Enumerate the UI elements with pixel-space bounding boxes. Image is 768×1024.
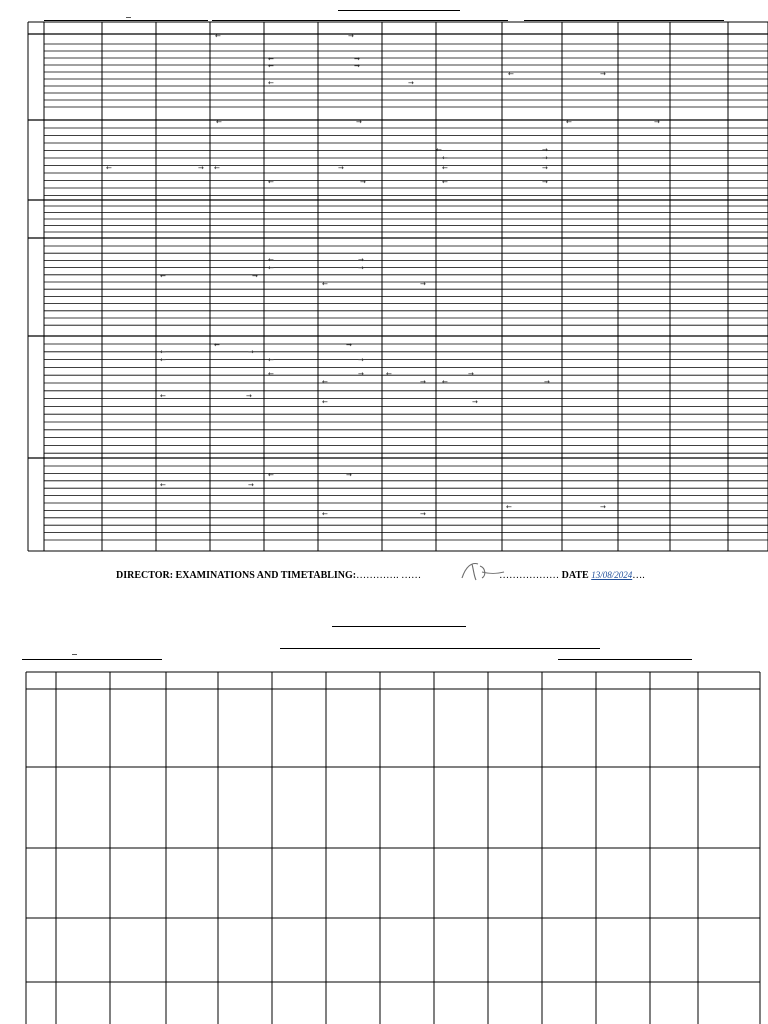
left-arrow-icon: ← (322, 378, 328, 386)
left-arrow-icon: ← (442, 154, 448, 162)
right-arrow-icon: → (654, 118, 660, 126)
left-arrow-icon: ← (268, 370, 274, 378)
right-arrow-icon: → (358, 256, 364, 264)
right-arrow-icon: → (472, 398, 478, 406)
right-arrow-icon: → (360, 178, 366, 186)
right-arrow-icon: → (248, 348, 254, 356)
left-arrow-icon: ← (442, 178, 448, 186)
right-arrow-icon: → (542, 164, 548, 172)
left-arrow-icon: ← (214, 341, 220, 349)
left-arrow-icon: ← (268, 55, 274, 63)
right-arrow-icon: → (354, 62, 360, 70)
right-arrow-icon: → (246, 392, 252, 400)
left-arrow-icon: ← (506, 503, 512, 511)
right-arrow-icon: → (358, 370, 364, 378)
right-arrow-icon: → (600, 70, 606, 78)
left-arrow-icon: ← (160, 392, 166, 400)
right-arrow-icon: → (600, 503, 606, 511)
left-arrow-icon: ← (268, 79, 274, 87)
right-arrow-icon: → (420, 378, 426, 386)
left-arrow-icon: ← (160, 356, 166, 364)
right-arrow-icon: → (252, 272, 258, 280)
left-arrow-icon: ← (442, 164, 448, 172)
left-arrow-icon: ← (160, 272, 166, 280)
right-arrow-icon: → (358, 356, 364, 364)
left-arrow-icon: ← (268, 178, 274, 186)
right-arrow-icon: → (542, 146, 548, 154)
right-arrow-icon: → (354, 55, 360, 63)
right-arrow-icon: → (542, 154, 548, 162)
date-label: DATE (561, 570, 592, 581)
right-arrow-icon: → (468, 370, 474, 378)
left-arrow-icon: ← (268, 62, 274, 70)
right-arrow-icon: → (198, 164, 204, 172)
left-arrow-icon: ← (268, 264, 274, 272)
left-arrow-icon: ← (566, 118, 572, 126)
right-arrow-icon: → (542, 178, 548, 186)
dots-left: …………. …… (356, 570, 422, 581)
left-arrow-icon: ← (160, 348, 166, 356)
right-arrow-icon: → (248, 481, 254, 489)
dots-end: …. (632, 570, 645, 581)
right-arrow-icon: → (420, 280, 426, 288)
right-arrow-icon: → (346, 341, 352, 349)
dots-right: ……………… (499, 570, 562, 581)
right-arrow-icon: → (356, 118, 362, 126)
left-arrow-icon: ← (268, 471, 274, 479)
left-arrow-icon: ← (322, 280, 328, 288)
right-arrow-icon: → (408, 79, 414, 87)
director-label: DIRECTOR: EXAMINATIONS AND TIMETABLING: (116, 570, 357, 581)
right-arrow-icon: → (346, 471, 352, 479)
left-arrow-icon: ← (322, 398, 328, 406)
left-arrow-icon: ← (216, 118, 222, 126)
left-arrow-icon: ← (268, 356, 274, 364)
left-arrow-icon: ← (386, 370, 392, 378)
left-arrow-icon: ← (215, 32, 221, 40)
right-arrow-icon: → (348, 32, 354, 40)
date-value: 13/08/2024 (591, 570, 633, 580)
left-arrow-icon: ← (268, 256, 274, 264)
right-arrow-icon: → (338, 164, 344, 172)
left-arrow-icon: ← (436, 146, 442, 154)
left-arrow-icon: ← (508, 70, 514, 78)
left-arrow-icon: ← (160, 481, 166, 489)
right-arrow-icon: → (358, 264, 364, 272)
left-arrow-icon: ← (322, 510, 328, 518)
left-arrow-icon: ← (214, 164, 220, 172)
right-arrow-icon: → (420, 510, 426, 518)
left-arrow-icon: ← (442, 378, 448, 386)
right-arrow-icon: → (544, 378, 550, 386)
left-arrow-icon: ← (106, 164, 112, 172)
